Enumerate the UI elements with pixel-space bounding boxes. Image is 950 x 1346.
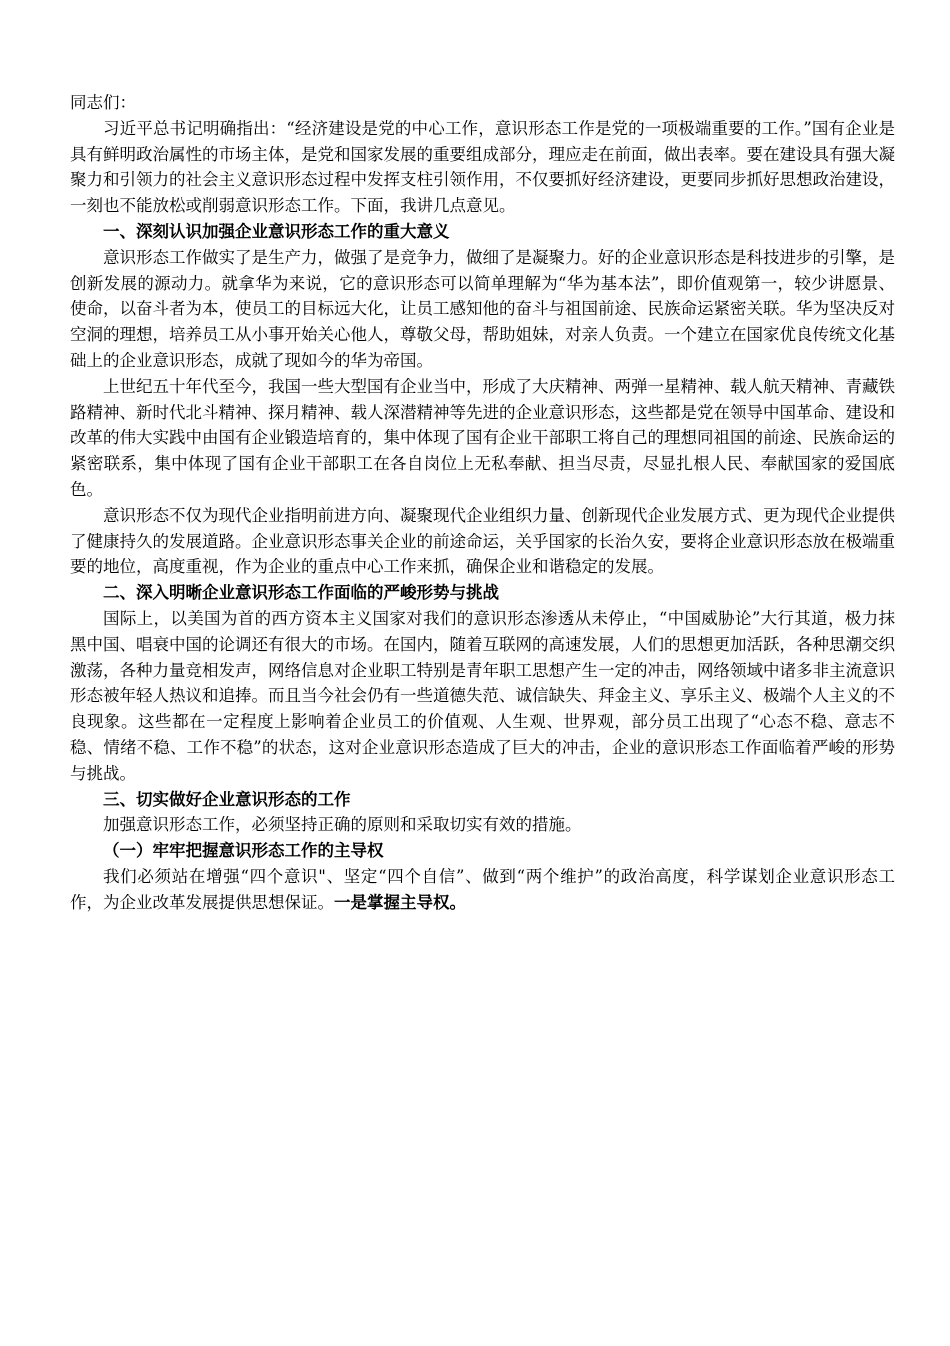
section-1-paragraph-2: 上世纪五十年代至今，我国一些大型国有企业当中，形成了大庆精神、两弹一星精神、载人航天精神、青藏铁路精神、新时代北斗精神、探月精神、载人深潜精神等先进的企业意识形态，这些都是党在领导中国革命、建设和改革的伟大实践中由国有企业锻造培育的，集中体现了国有企业干部职工将自己的理想同祖国的前途、民族命运的紧密联系，集中体现了国有企业干部职工在各自岗位上无私奉献、担当尽责，尽显扎根人民、奉献国家的爱国底色。: [70, 376, 895, 499]
section-3-paragraph-1: 加强意识形态工作，必须坚持正确的原则和采取切实有效的措施。: [103, 815, 582, 835]
section-1-paragraph-1: 意识形态工作做实了是生产力，做强了是竞争力，做细了是凝聚力。好的企业意识形态是科技进步的引擎，是创新发展的源动力。就拿华为来说，它的意识形态可以简单理解为“华为基本法”，即价值观第一，较少讲愿景、使命，以奋斗者为本，使员工的目标远大化，让员工感知他的奋斗与祖国前途、民族命运紧密关联。华为坚决反对空洞的理想，培养员工从小事开始关心他人，尊敬父母，帮助姐妹，对亲人负责。一个建立在国家优良传统文化基础上的企业意识形态，成就了现如今的华为帝国。: [70, 247, 895, 370]
section-1-heading: 一、深刻认识加强企业意识形态工作的重大意义: [103, 221, 450, 241]
subsection-1-bold-point: 一是掌握主导权。: [334, 892, 466, 912]
intro-paragraph: 习近平总书记明确指出：“经济建设是党的中心工作，意识形态工作是党的一项极端重要的工作。”国有企业是具有鲜明政治属性的市场主体，是党和国家发展的重要组成部分，理应走在前面，做出表率。要在建设具有强大凝聚力和引领力的社会主义意识形态过程中发挥支柱引领作用，不仅要抓好经济建设，更要同步抓好思想政治建设，一刻也不能放松或削弱意识形态工作。下面，我讲几点意见。: [70, 118, 895, 216]
section-2-paragraph-1: 国际上，以美国为首的西方资本主义国家对我们的意识形态渗透从未停止，“中国威胁论”大行其道，极力抹黑中国、唱衰中国的论调还有很大的市场。在国内，随着互联网的高速发展，人们的思想更加活跃，各种思潮交织激荡，各种力量竞相发声，网络信息对企业职工特别是青年职工思想产生一定的冲击，网络领域中诸多非主流意识形态被年轻人热议和追捧。而且当今社会仍有一些道德失范、诚信缺失、拜金主义、享乐主义、极端个人主义的不良现象。这些都在一定程度上影响着企业员工的价值观、人生观、世界观，部分员工出现了“心态不稳、意志不稳、情绪不稳、工作不稳”的状态，这对企业意识形态造成了巨大的冲击，企业的意识形态工作面临着严峻的形势与挑战。: [70, 608, 895, 783]
section-1-paragraph-3: 意识形态不仅为现代企业指明前进方向、凝聚现代企业组织力量、创新现代企业发展方式、更为现代企业提供了健康持久的发展道路。企业意识形态事关企业的前途命运，关乎国家的长治久安，要将企业意识形态放在极端重要的地位，高度重视，作为企业的重点中心工作来抓，确保企业和谐稳定的发展。: [70, 505, 895, 577]
subsection-1-paragraph-text: 我们必须站在增强“四个意识"、坚定“四个自信”、做到“两个维护”的政治高度，科学谋划企业意识形态工作，为企业改革发展提供思想保证。: [70, 866, 895, 912]
document-page: [70, 90, 895, 916]
section-3-heading: 三、切实做好企业意识形态的工作: [103, 789, 351, 809]
subsection-1-paragraph: [70, 864, 895, 916]
subsection-1-heading: （一）牢牢把握意识形态工作的主导权: [103, 841, 384, 861]
salutation: 同志们：: [70, 93, 136, 112]
section-2-heading: 二、深入明晰企业意识形态工作面临的严峻形势与挑战: [103, 583, 499, 603]
